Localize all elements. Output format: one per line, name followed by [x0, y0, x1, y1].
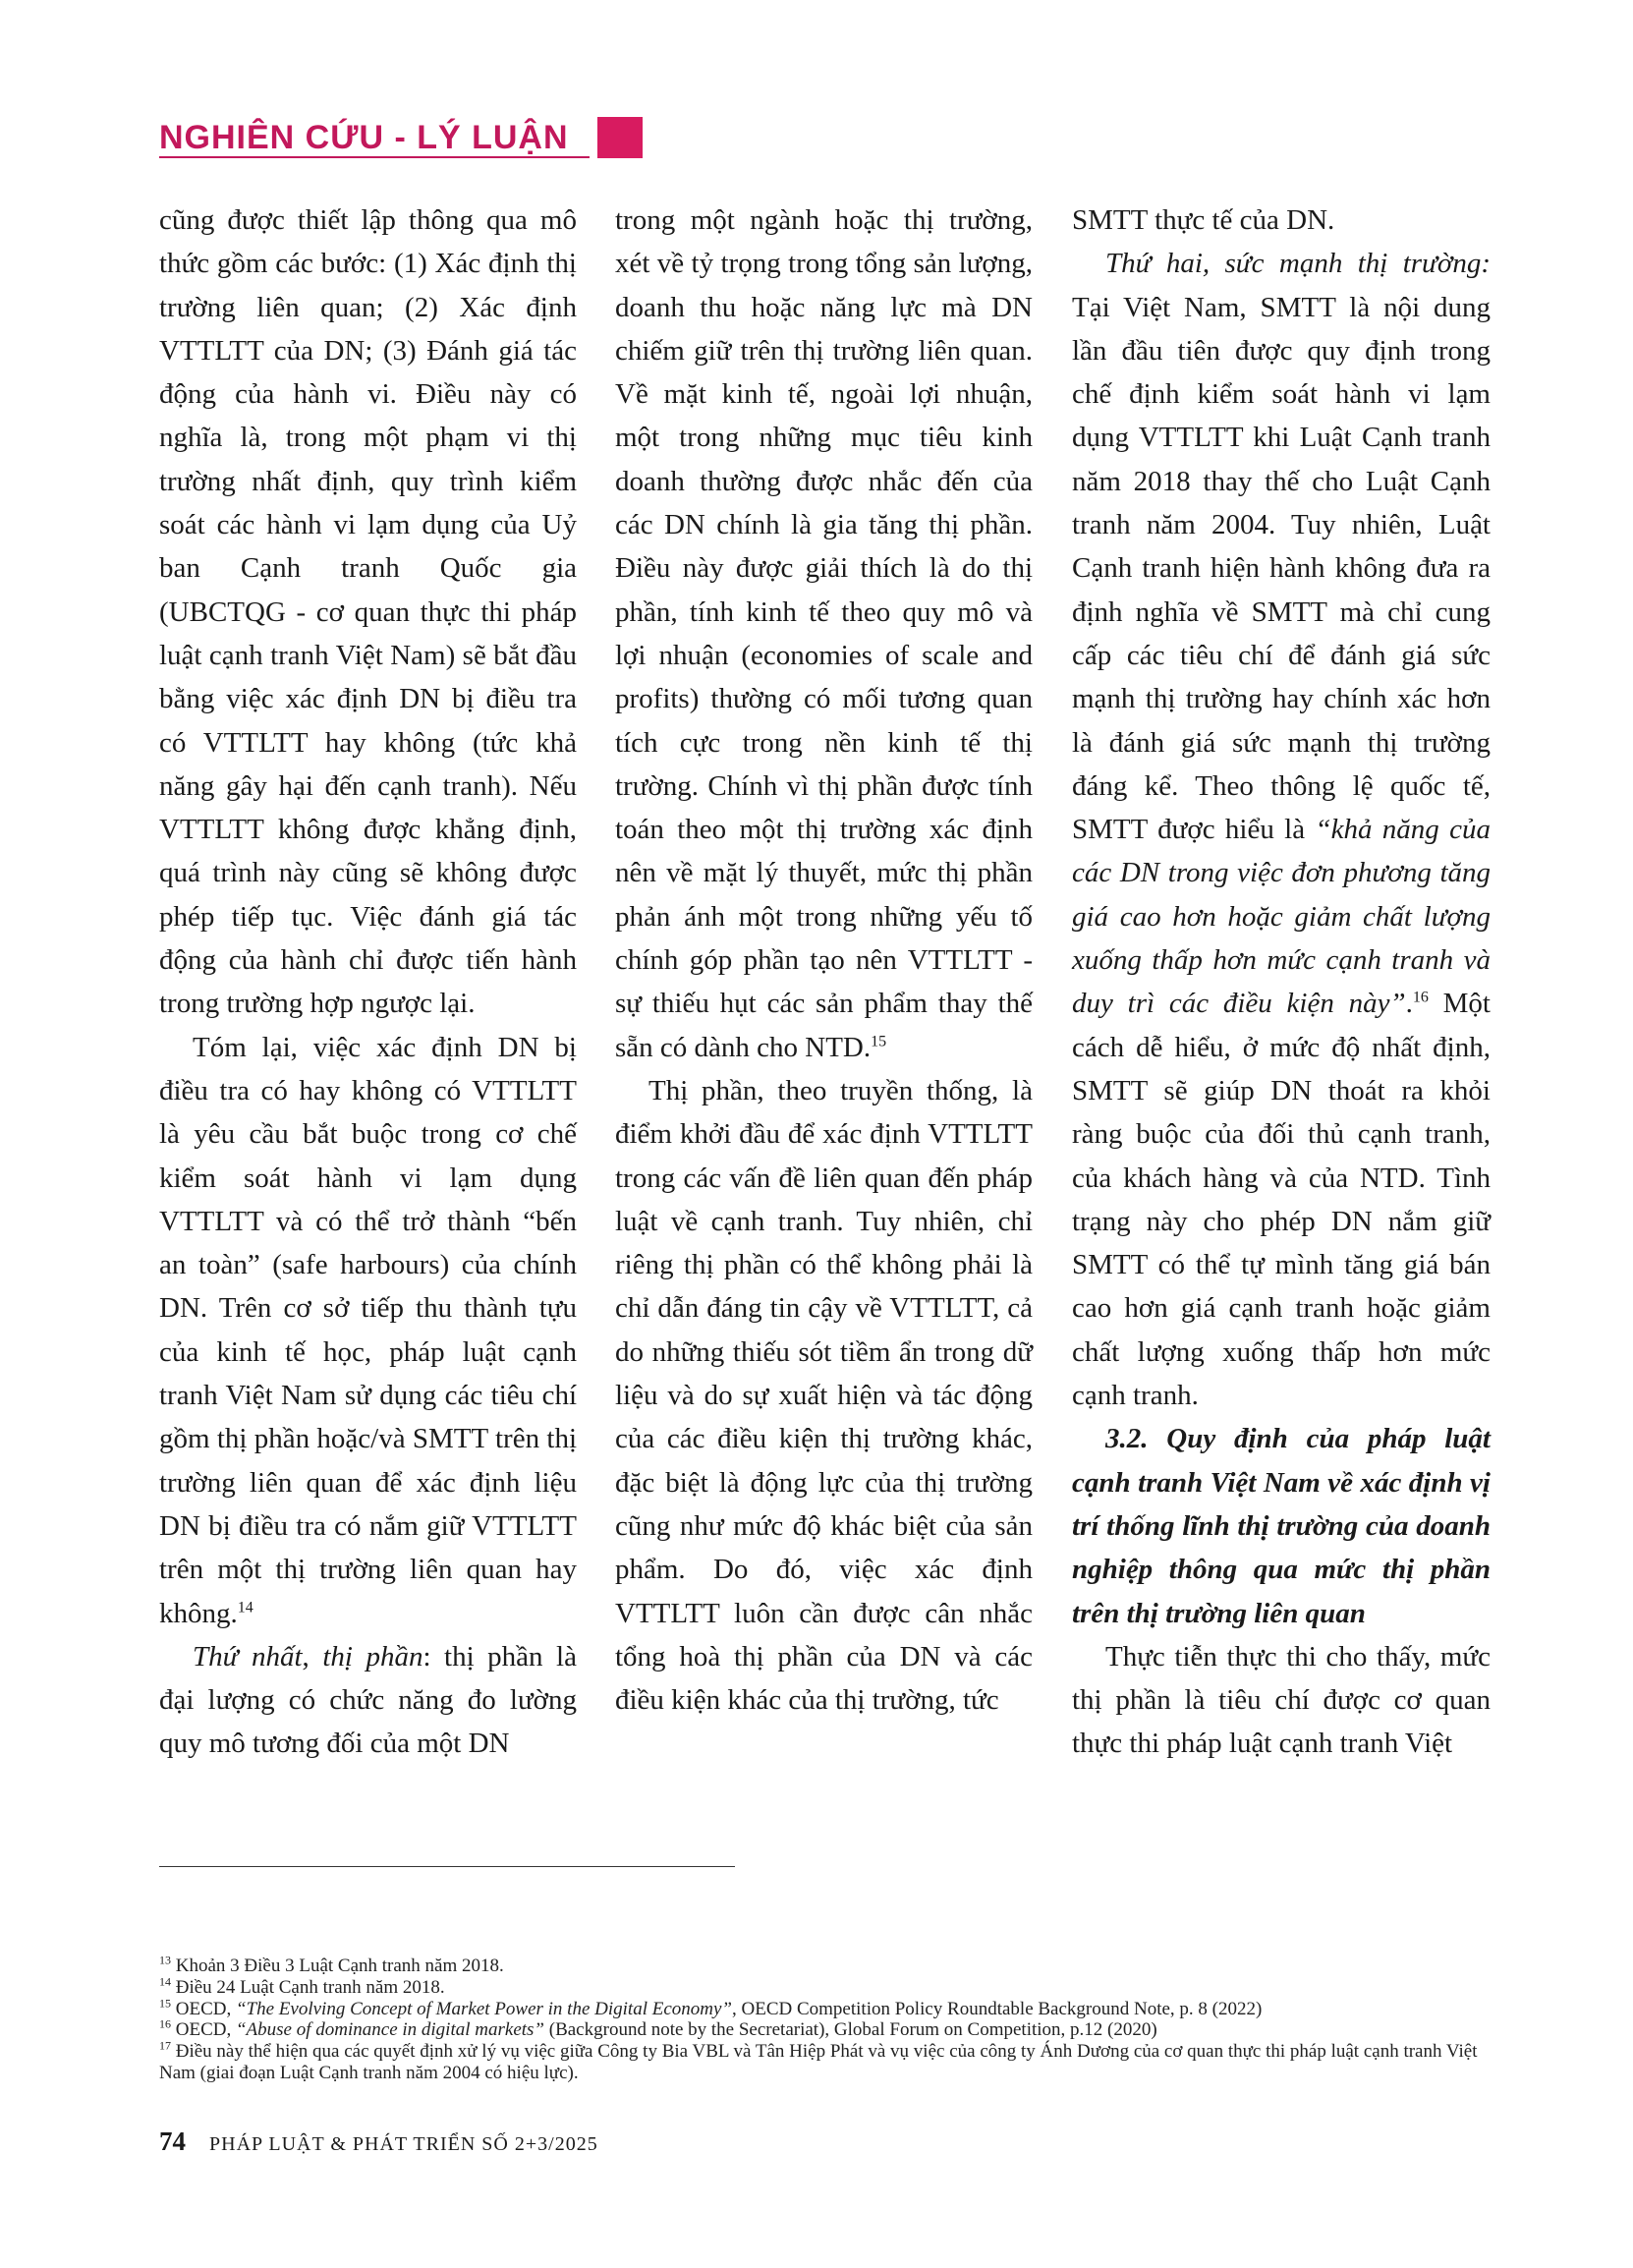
- text-run: 3.2. Quy định của pháp luật cạnh tranh Việt Nam về xác định vị trí thống lĩnh thị trường của doanh nghiệp thông qua mức thị phần trên thị trường liên quan: [1072, 1423, 1491, 1629]
- text-run: Khoản 3 Điều 3 Luật Cạnh tranh năm 2018.: [171, 1956, 504, 1976]
- text-column-3: [1072, 198, 1491, 1766]
- paragraph: [1072, 198, 1491, 242]
- text-run: Điều này thể hiện qua các quyết định xử lý vụ việc giữa Công ty Bia VBL và Tân Hiệp Phát và vụ việc của công ty Ánh Dương của cơ quan thực thi pháp luật cạnh tranh Việt Nam (giai đoạn Luật Cạnh tranh năm 2004 có hiệu lực).: [159, 2041, 1478, 2083]
- text-run: OECD,: [171, 1998, 236, 2019]
- text-run: OECD,: [171, 2019, 236, 2041]
- text-run: Thực tiễn thực thi cho thấy, mức thị phần là tiêu chí được cơ quan thực thi pháp luật cạnh tranh Việt: [1072, 1640, 1491, 1760]
- text-run: thị phần: [322, 1640, 423, 1673]
- footnote-ref: 15: [871, 1032, 887, 1049]
- footnote-ref: 14: [237, 1598, 253, 1616]
- text-run: SMTT thực tế của DN.: [1072, 204, 1335, 236]
- page-footer: [159, 2126, 598, 2157]
- header-underline: [159, 156, 590, 158]
- text-column-1: [159, 198, 577, 1766]
- text-run: ,: [302, 1640, 323, 1673]
- footnote: [159, 2038, 1491, 2084]
- text-column-2: [615, 198, 1033, 1722]
- footnote-ref: 16: [1412, 989, 1429, 1006]
- text-run: “The Evolving Concept of Market Power in the Digital Economy”: [235, 1998, 732, 2019]
- text-run: Tóm lại, việc xác định DN bị điều tra có hay không có VTTLTT là yêu cầu bắt buộc trong cơ chế kiểm soát hành vi lạm dụng VTTLTT và có thể trở thành “bến an toàn” (safe harbours) của chính DN. Trên cơ sở tiếp thu thành tựu của kinh tế học, pháp luật cạnh tranh Việt Nam sử dụng các tiêu chí gồm thị phần hoặc/và SMTT trên thị trường liên quan để xác định liệu DN bị điều tra có nắm giữ VTTLTT trên một thị trường liên quan hay không.: [159, 1031, 577, 1629]
- paragraph: [159, 1026, 577, 1635]
- footnote-ref: 17: [159, 2038, 171, 2053]
- text-run: , OECD Competition Policy Roundtable Background Note, p. 8 (2022): [732, 1998, 1263, 2019]
- paragraph: [615, 198, 1033, 1069]
- footnote: [159, 1953, 1491, 1977]
- text-run: “khả năng của các DN trong việc đơn phương tăng giá cao hơn hoặc giảm chất lượng xuống thấp hơn mức cạnh tranh và duy trì các điều kiện này”: [1072, 814, 1491, 1020]
- text-run: Thị phần, theo truyền thống, là điểm khởi đầu để xác định VTTLTT trong các vấn đề liên quan đến pháp luật về cạnh tranh. Tuy nhiên, chỉ riêng thị phần có thể không phải là chỉ dẫn đáng tin cậy về VTTLTT, cả do những thiếu sót tiềm ẩn trong dữ liệu và do sự xuất hiện và tác động của các điều kiện thị trường khác, đặc biệt là động lực của thị trường cũng như mức độ khác biệt của sản phẩm. Do đó, việc xác định VTTLTT luôn cần được cân nhắc tổng hoà thị phần của DN và các điều kiện khác của thị trường, tức: [615, 1074, 1033, 1717]
- text-run: trong một ngành hoặc thị trường, xét về tỷ trọng trong tổng sản lượng, doanh thu hoặc năng lực mà DN chiếm giữ trên thị trường liên quan. Về mặt kinh tế, ngoài lợi nhuận, một trong những mục tiêu kinh doanh thường được nhắc đến của các DN chính là gia tăng thị phần. Điều này được giải thích là do thị phần, tính kinh tế theo quy mô và lợi nhuận (economies of scale and profits) thường có mối tương quan tích cực trong nền kinh tế thị trường. Chính vì thị phần được tính toán theo một thị trường xác định nên về mặt lý thuyết, mức thị phần phản ánh một trong những yếu tố chính góp phần tạo nên VTTLTT - sự thiếu hụt các sản phẩm thay thế sẵn có dành cho NTD.: [615, 204, 1033, 1063]
- footnotes: [159, 1953, 1491, 2084]
- paragraph: [159, 1635, 577, 1766]
- paragraph: [1072, 1635, 1491, 1766]
- text-run: Thứ hai, sức mạnh thị trường:: [1105, 248, 1491, 280]
- page-number: 74: [159, 2126, 186, 2156]
- paragraph: [159, 198, 577, 1026]
- text-run: Điều 24 Luật Cạnh tranh năm 2018.: [171, 1976, 445, 1998]
- footnote: [159, 2019, 1491, 2041]
- text-run: Thứ nhất: [193, 1640, 303, 1673]
- journal-name: PHÁP LUẬT & PHÁT TRIỂN SỐ 2+3/2025: [209, 2133, 598, 2155]
- footnote-ref: 15: [159, 1996, 171, 2011]
- section-title: NGHIÊN CỨU - LÝ LUẬN: [159, 118, 569, 156]
- text-run: (Background note by the Secretariat), Global Forum on Competition, p.12 (2020): [544, 2019, 1157, 2041]
- text-run: cũng được thiết lập thông qua mô thức gồm các bước: (1) Xác định thị trường liên quan; (2) Xác định VTTLTT của DN; (3) Đánh giá tác động của hành vi. Điều này có nghĩa là, trong một phạm vi thị trường nhất định, quy trình kiểm soát các hành vi lạm dụng của Uỷ ban Cạnh tranh Quốc gia (UBCTQG - cơ quan thực thi pháp luật cạnh tranh Việt Nam) sẽ bắt đầu bằng việc xác định DN bị điều tra có VTTLTT hay không (tức khả năng gây hại đến cạnh tranh). Nếu VTTLTT không được khẳng định, quá trình này cũng sẽ không được phép tiếp tục. Việc đánh giá tác động của hành chỉ được tiến hành trong trường hợp ngược lại.: [159, 204, 577, 1020]
- text-run: : thị phần là đại lượng có chức năng đo lường quy mô tương đối của một DN: [159, 1640, 577, 1760]
- text-run: Tại Việt Nam, SMTT là nội dung lần đầu tiên được quy định trong chế định kiểm soát hành vi lạm dụng VTTLTT khi Luật Cạnh tranh năm 2018 thay thế cho Luật Cạnh tranh năm 2004. Tuy nhiên, Luật Cạnh tranh hiện hành không đưa ra định nghĩa về SMTT mà chỉ cung cấp các tiêu chí để đánh giá sức mạnh thị trường hay chính xác hơn là đánh giá sức mạnh thị trường đáng kể. Theo thông lệ quốc tế, SMTT được hiểu là: [1072, 291, 1491, 846]
- paragraph: [1072, 242, 1491, 1417]
- footnote-ref: 16: [159, 2017, 171, 2032]
- footnote-ref: 14: [159, 1974, 171, 1989]
- text-run: .: [1405, 988, 1413, 1020]
- text-run: Một cách dễ hiểu, ở mức độ nhất định, SMTT sẽ giúp DN thoát ra khỏi ràng buộc của đối thủ cạnh tranh, của khách hàng và của NTD. Tình trạng này cho phép DN nắm giữ SMTT có thể tự mình tăng giá bán cao hơn giá cạnh tranh hoặc giảm chất lượng xuống thấp hơn mức cạnh tranh.: [1072, 988, 1491, 1412]
- footnote-divider: [159, 1866, 735, 1867]
- section-header: [159, 116, 569, 159]
- section-heading: [1072, 1417, 1491, 1634]
- text-run: “Abuse of dominance in digital markets”: [235, 2019, 544, 2041]
- footnote: [159, 1996, 1491, 2020]
- footnote-ref: 13: [159, 1953, 171, 1967]
- paragraph: [615, 1069, 1033, 1722]
- header-accent-block: [597, 117, 643, 158]
- footnote: [159, 1974, 1491, 1999]
